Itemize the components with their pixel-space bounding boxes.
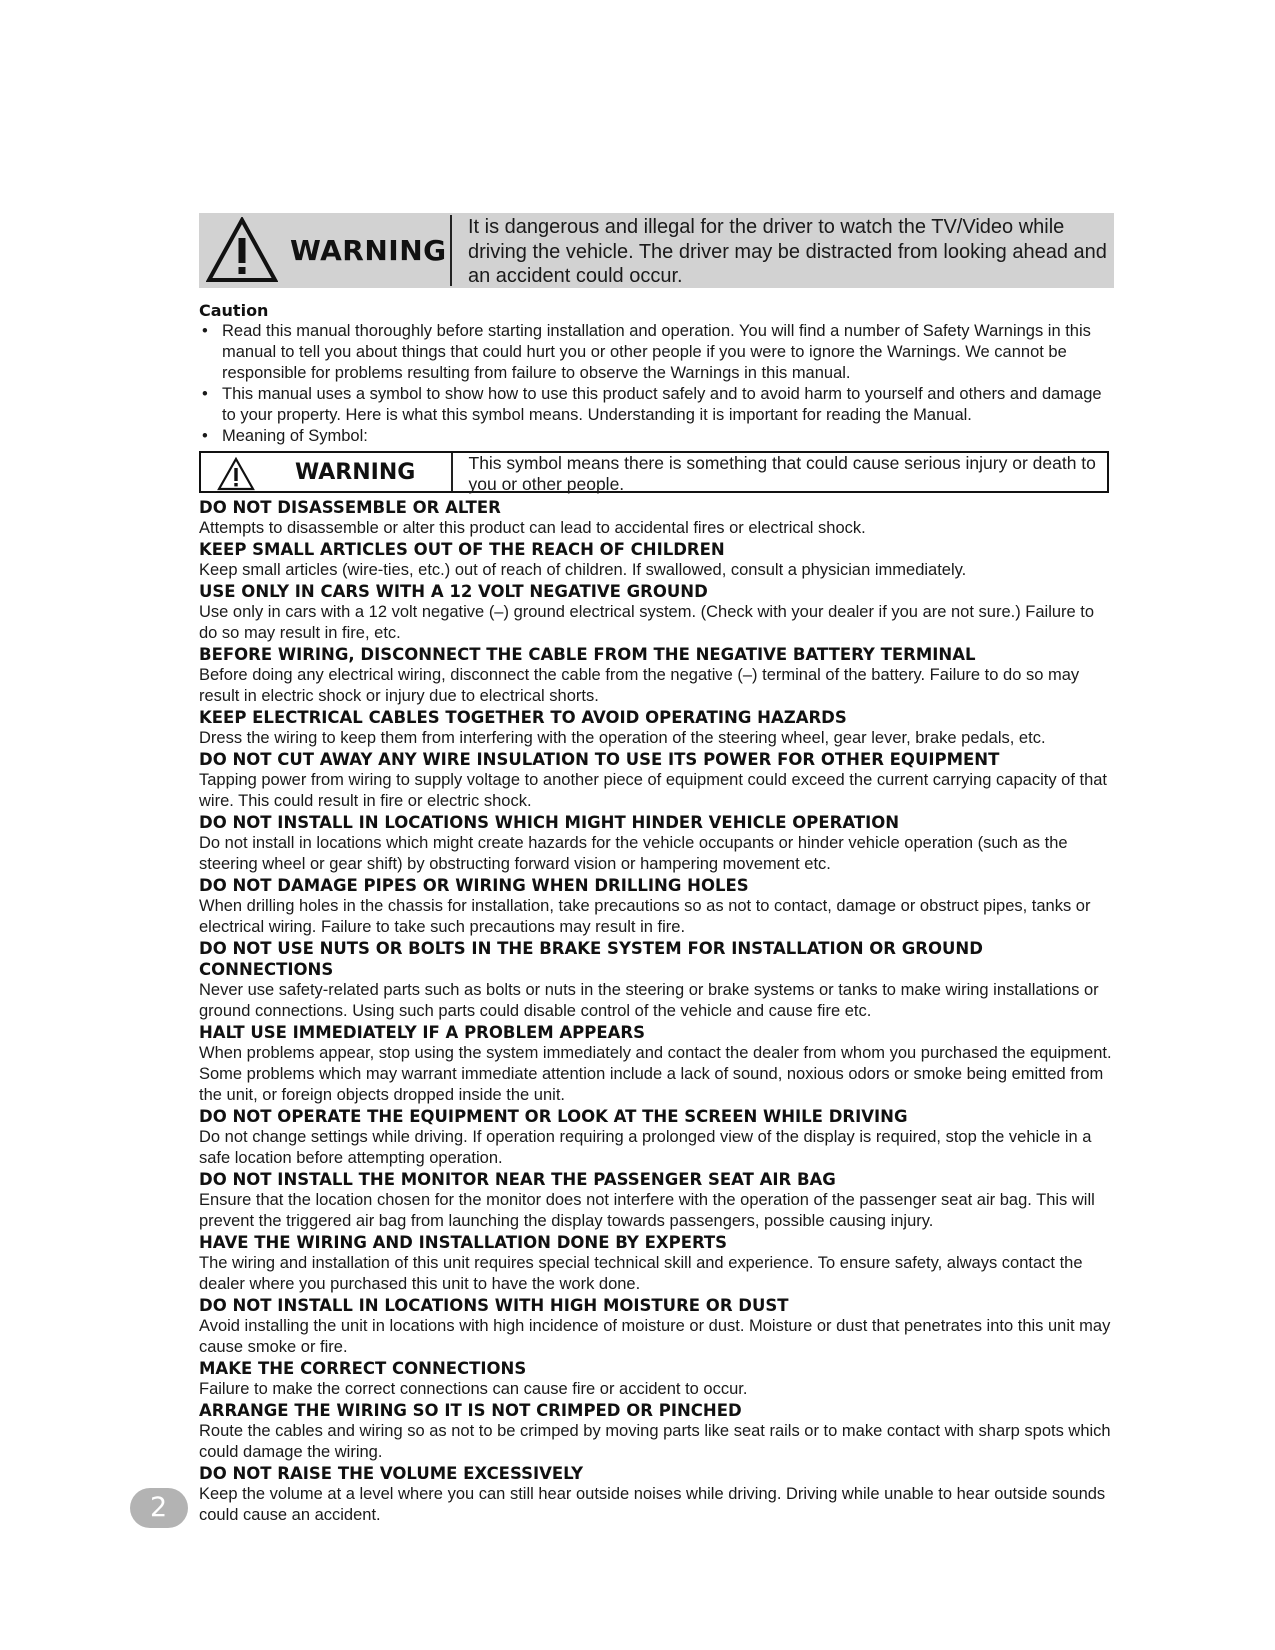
section-body: Before doing any electrical wiring, disconnect the cable from the negative (–) terminal of the battery. Failure to do so may result in electric shock or injury due to electrical shorts. [199, 666, 1080, 705]
section-body: When drilling holes in the chassis for installation, take precautions so as not to contact, damage or obstruct pipes, tanks or electrical wiring. Failure to take such precautions may result in fire. [199, 897, 1091, 936]
section-heading: DO NOT CUT AWAY ANY WIRE INSULATION TO USE ITS POWER FOR OTHER EQUIPMENT [199, 750, 1000, 769]
safety-section [199, 1106, 1114, 1169]
safety-section [199, 1295, 1114, 1358]
warning-banner-label: WARNING [290, 234, 447, 267]
safety-section [199, 644, 1114, 707]
section-heading: DO NOT USE NUTS OR BOLTS IN THE BRAKE SYSTEM FOR INSTALLATION OR GROUND CONNECTIONS [199, 939, 983, 979]
caution-bullet [199, 321, 1114, 384]
warning-banner-label-area [199, 213, 450, 288]
safety-section [199, 1022, 1114, 1106]
section-body: Route the cables and wiring so as not to be crimped by moving parts like seat rails or to make contact with sharp spots which could damage the wiring. [199, 1422, 1111, 1461]
symbol-label-area [201, 453, 451, 491]
section-heading: DO NOT INSTALL IN LOCATIONS WHICH MIGHT HINDER VEHICLE OPERATION [199, 813, 900, 832]
section-body: Attempts to disassemble or alter this product can lead to accidental fires or electrical shock. [199, 519, 866, 537]
manual-page-content [199, 213, 1114, 1526]
section-heading: DO NOT DAMAGE PIPES OR WIRING WHEN DRILLING HOLES [199, 876, 749, 895]
section-heading: KEEP SMALL ARTICLES OUT OF THE REACH OF CHILDREN [199, 540, 725, 559]
section-body: The wiring and installation of this unit requires special technical skill and experience. To ensure safety, always contact the dealer where you purchased this unit to have the work done. [199, 1254, 1083, 1293]
section-heading: HALT USE IMMEDIATELY IF A PROBLEM APPEARS [199, 1023, 645, 1042]
warning-banner-text: It is dangerous and illegal for the driver to watch the TV/Video while driving the vehicle. The driver may be distracted from looking ahead and an accident could occur. [468, 216, 1107, 287]
section-heading: USE ONLY IN CARS WITH A 12 VOLT NEGATIVE GROUND [199, 582, 708, 601]
section-heading: HAVE THE WIRING AND INSTALLATION DONE BY EXPERTS [199, 1233, 728, 1252]
section-body: Tapping power from wiring to supply voltage to another piece of equipment could exceed the current carrying capacity of that wire. This could result in fire or electric shock. [199, 771, 1108, 810]
safety-section [199, 1232, 1114, 1295]
section-heading: ARRANGE THE WIRING SO IT IS NOT CRIMPED OR PINCHED [199, 1401, 742, 1420]
section-body: Failure to make the correct connections can cause fire or accident to occur. [199, 1380, 748, 1398]
section-heading: DO NOT DISASSEMBLE OR ALTER [199, 498, 501, 517]
warning-triangle-icon [217, 457, 255, 491]
section-heading: DO NOT RAISE THE VOLUME EXCESSIVELY [199, 1464, 584, 1483]
section-body: Keep the volume at a level where you can still hear outside noises while driving. Driving while unable to hear outside sounds could cause an accident. [199, 1485, 1106, 1524]
caution-bullet-text: This manual uses a symbol to show how to use this product safely and to avoid harm to yourself and others and damage to your property. Here is what this symbol means. Understanding it is important for reading the Manual. [222, 385, 1102, 424]
page-number-badge [130, 1488, 188, 1528]
safety-section [199, 812, 1114, 875]
safety-section [199, 581, 1114, 644]
section-heading: DO NOT OPERATE THE EQUIPMENT OR LOOK AT THE SCREEN WHILE DRIVING [199, 1107, 908, 1126]
safety-section [199, 539, 1114, 581]
section-body: Keep small articles (wire-ties, etc.) out of reach of children. If swallowed, consult a physician immediately. [199, 561, 967, 579]
section-heading: DO NOT INSTALL IN LOCATIONS WITH HIGH MOISTURE OR DUST [199, 1296, 789, 1315]
safety-section [199, 1400, 1114, 1463]
section-heading: KEEP ELECTRICAL CABLES TOGETHER TO AVOID OPERATING HAZARDS [199, 708, 847, 727]
safety-section [199, 497, 1114, 539]
section-body: When problems appear, stop using the system immediately and contact the dealer from whom you purchased the equipment. Some problems which may warrant immediate attention include a lack of sound, noxious odors or smoke being emitted from the unit, or foreign objects dropped inside the unit. [199, 1044, 1112, 1104]
section-body: Never use safety-related parts such as bolts or nuts in the steering or brake systems or tanks to make wiring installations or ground connections. Using such parts could disable control of the vehicle and cause fire etc. [199, 981, 1099, 1020]
page-number: 2 [150, 1492, 168, 1523]
section-heading: DO NOT INSTALL THE MONITOR NEAR THE PASSENGER SEAT AIR BAG [199, 1170, 836, 1189]
warning-banner [199, 213, 1114, 288]
section-body: Do not change settings while driving. If operation requiring a prolonged view of the display is required, stop the vehicle in a safe location before attempting operation. [199, 1128, 1092, 1167]
caution-heading: Caution [199, 301, 269, 320]
bullet-marker: • [202, 385, 208, 403]
safety-section [199, 938, 1114, 1022]
section-heading: BEFORE WIRING, DISCONNECT THE CABLE FROM THE NEGATIVE BATTERY TERMINAL [199, 645, 976, 664]
section-body: Do not install in locations which might create hazards for the vehicle occupants or hinder vehicle operation (such as the steering wheel or gear shift) by obstructing forward vision or hampering movement etc. [199, 834, 1068, 873]
section-body: Avoid installing the unit in locations with high incidence of moisture or dust. Moisture or dust that penetrates into this unit may cause smoke or fire. [199, 1317, 1111, 1356]
caution-bullet [199, 384, 1114, 426]
safety-section [199, 707, 1114, 749]
caution-bullet-text: Read this manual thoroughly before starting installation and operation. You will find a number of Safety Warnings in this manual to tell you about things that could hurt you or other people if you were to ignore the Warnings. We cannot be responsible for problems resulting from failure to observe the Warnings in this manual. [222, 322, 1091, 382]
warning-triangle-icon [206, 217, 278, 283]
safety-section [199, 875, 1114, 938]
bullet-marker: • [202, 322, 208, 340]
safety-section [199, 1169, 1114, 1232]
section-body: Dress the wiring to keep them from interfering with the operation of the steering wheel, gear lever, brake pedals, etc. [199, 729, 1046, 747]
safety-section [199, 1463, 1114, 1526]
caution-bullet [199, 426, 1114, 447]
caution-list [199, 321, 1114, 447]
caution-bullet-text: Meaning of Symbol: [222, 427, 368, 445]
section-heading: MAKE THE CORRECT CONNECTIONS [199, 1359, 527, 1378]
safety-section [199, 749, 1114, 812]
bullet-marker: • [202, 427, 208, 445]
safety-section [199, 1358, 1114, 1400]
symbol-meaning-box [199, 451, 1109, 493]
symbol-meaning-text: This symbol means there is something that could cause serious injury or death to you or other people. [468, 453, 1096, 494]
section-body: Use only in cars with a 12 volt negative (–) ground electrical system. (Check with your dealer if you are not sure.) Failure to do so may result in fire, etc. [199, 603, 1095, 642]
section-body: Ensure that the location chosen for the monitor does not interfere with the operation of the passenger seat air bag. This will prevent the triggered air bag from launching the display towards passengers, possible causing injury. [199, 1191, 1095, 1230]
symbol-label: WARNING [295, 460, 416, 485]
